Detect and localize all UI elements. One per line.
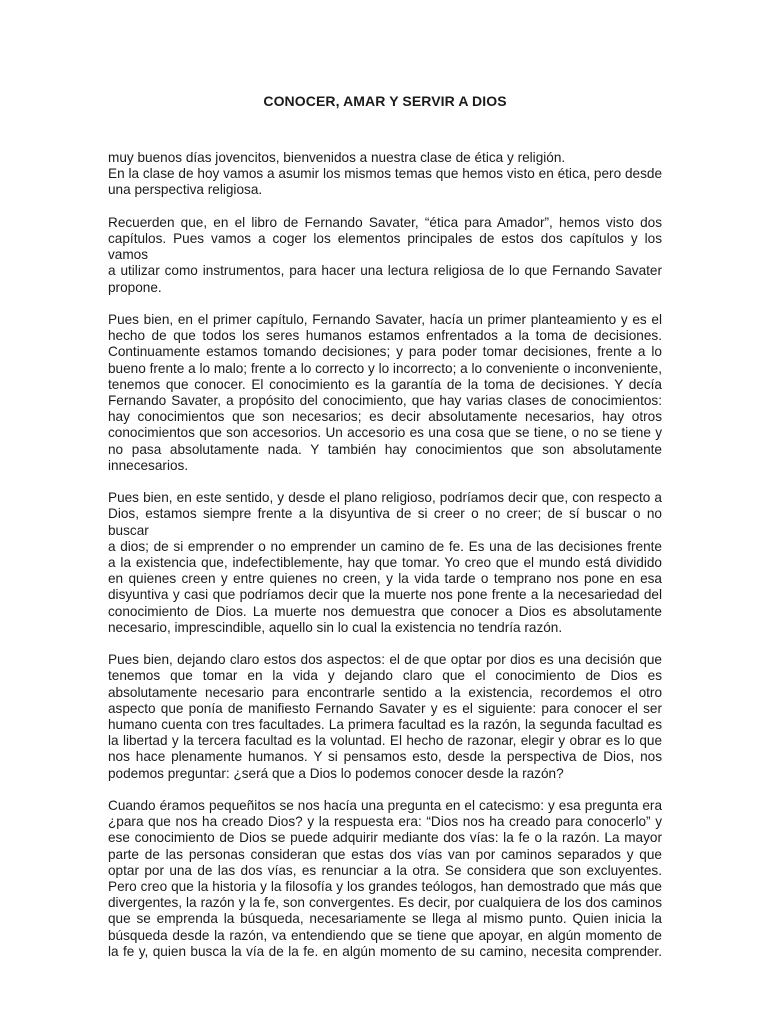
text-line: Dios, estamos siempre frente a la disyuntiva de si creer o no creer; de sí buscar o no buscar: [108, 506, 662, 538]
text-line: en quienes creen y entre quienes no creen, y la vida tarde o temprano nos pone en esa: [108, 571, 662, 587]
text-line: aspecto que ponía de manifiesto Fernando Savater y es el siguiente: para conocer el ser: [108, 700, 662, 716]
text-line: una perspectiva religiosa.: [108, 182, 263, 198]
text-line: propone.: [108, 279, 162, 295]
paragraph: [108, 652, 662, 782]
text-line: a dios; de si emprender o no emprender un camino de fe. Es una de las decisiones frente: [108, 538, 662, 554]
text-line: que se emprenda la búsqueda, necesariamente se llega al mismo punto. Quien inicia la: [108, 911, 662, 927]
paragraph: [108, 215, 662, 296]
text-line: Pues bien, dejando claro estos dos aspectos: el de que optar por dios es una decisión que: [108, 652, 662, 668]
text-line: innecesarios.: [108, 457, 189, 473]
text-line: Fernando Savater, a propósito del conocimiento, que hay varias clases de conocimientos:: [108, 393, 662, 409]
document-title: CONOCER, AMAR Y SERVIR A DIOS: [263, 93, 507, 109]
text-line: parte de las personas consideran que estas dos vías van por caminos separados y que: [108, 846, 662, 862]
text-line: podemos preguntar: ¿será que a Dios lo podemos conocer desde la razón?: [108, 765, 564, 781]
text-line: necesario, imprescindible, aquello sin lo cual la existencia no tendría razón.: [108, 619, 563, 635]
text-line: tenemos que tomar en la vida y dejando claro que el conocimiento de Dios es: [108, 668, 662, 684]
text-line: a utilizar como instrumentos, para hacer una lectura religiosa de lo que Fernando Savater: [108, 263, 662, 279]
text-line: la libertad y la tercera facultad es la voluntad. El hecho de razonar, elegir y obrar es lo que: [108, 733, 662, 749]
paragraph: [108, 490, 662, 636]
paragraph: [108, 798, 662, 960]
text-line: conocimiento de Dios. La muerte nos demuestra que conocer a Dios es absolutamente: [108, 603, 662, 619]
text-line: la fe y, quien busca la vía de la fe. en algún momento de su camino, necesita comprender.: [108, 943, 662, 959]
text-line: a la existencia que, indefectiblemente, hay que tomar. Yo creo que el mundo está dividido: [108, 555, 662, 571]
text-line: tenemos que conocer. El conocimiento es la garantía de la toma de decisiones. Y decía: [108, 376, 662, 392]
text-line: búsqueda desde la razón, va entendiendo que se tiene que apoyar, en algún momento de: [108, 927, 662, 943]
text-line: hay conocimientos que son necesarios; es decir absolutamente necesarios, hay otros: [108, 409, 662, 425]
text-line: ese conocimiento de Dios se puede adquirir mediante dos vías: la fe o la razón. La mayor: [108, 830, 662, 846]
text-line: Pues bien, en el primer capítulo, Fernando Savater, hacía un primer planteamiento y es el: [108, 312, 662, 327]
text-line: Cuando éramos pequeñitos se nos hacía una pregunta en el catecismo: y esa pregunta era: [108, 798, 662, 814]
text-line: capítulos. Pues vamos a coger los elementos principales de estos dos capítulos y los vamos: [108, 231, 662, 263]
text-line: conocimientos que son accesorios. Un accesorio es una cosa que se tiene, o no se tiene y: [108, 425, 662, 441]
text-line: optar por una de las dos vías, es renunciar a la otra. Se considera que son excluyentes.: [108, 862, 662, 878]
text-line: Pero creo que la historia y la filosofía y los grandes teólogos, han demostrado que más que: [108, 879, 662, 895]
document-page: [108, 92, 662, 976]
text-line: hecho de que todos los seres humanos estamos enfrentados a la toma de decisiones.: [108, 328, 662, 344]
document-body: [108, 150, 662, 960]
text-line: Continuamente estamos tomando decisiones; y para poder tomar decisiones, frente a lo: [108, 344, 662, 360]
text-line: humano cuenta con tres facultades. La primera facultad es la razón, la segunda facultad es: [108, 717, 662, 733]
text-line: absolutamente necesario para encontrarle sentido a la existencia, recordemos el otro: [108, 684, 662, 700]
text-line: no pasa absolutamente nada. Y también hay conocimientos que son absolutamente: [108, 441, 662, 457]
text-line: ¿para que nos ha creado Dios? y la respuesta era: “Dios nos ha creado para conocerlo” y: [108, 814, 662, 830]
paragraph: [108, 312, 662, 474]
text-line: nos hace plenamente humanos. Y si pensamos esto, desde la perspectiva de Dios, nos: [108, 749, 662, 765]
paragraph: [108, 150, 662, 199]
text-line: muy buenos días jovencitos, bienvenidos a nuestra clase de ética y religión.: [108, 150, 566, 165]
text-line: disyuntiva y casi que podríamos decir que la muerte nos pone frente a la necesariedad del: [108, 587, 662, 603]
text-line: divergentes, la razón y la fe, son convergentes. Es decir, por cualquiera de los dos caminos: [108, 895, 662, 911]
text-line: En la clase de hoy vamos a asumir los mismos temas que hemos visto en ética, pero desde: [108, 166, 662, 182]
text-line: Recuerden que, en el libro de Fernando Savater, “ética para Amador”, hemos visto dos: [108, 214, 662, 230]
text-line: bueno frente a lo malo; frente a lo correcto y lo incorrecto; a lo conveniente o inconveniente,: [108, 360, 662, 376]
text-line: Pues bien, en este sentido, y desde el plano religioso, podríamos decir que, con respecto a: [108, 490, 662, 506]
